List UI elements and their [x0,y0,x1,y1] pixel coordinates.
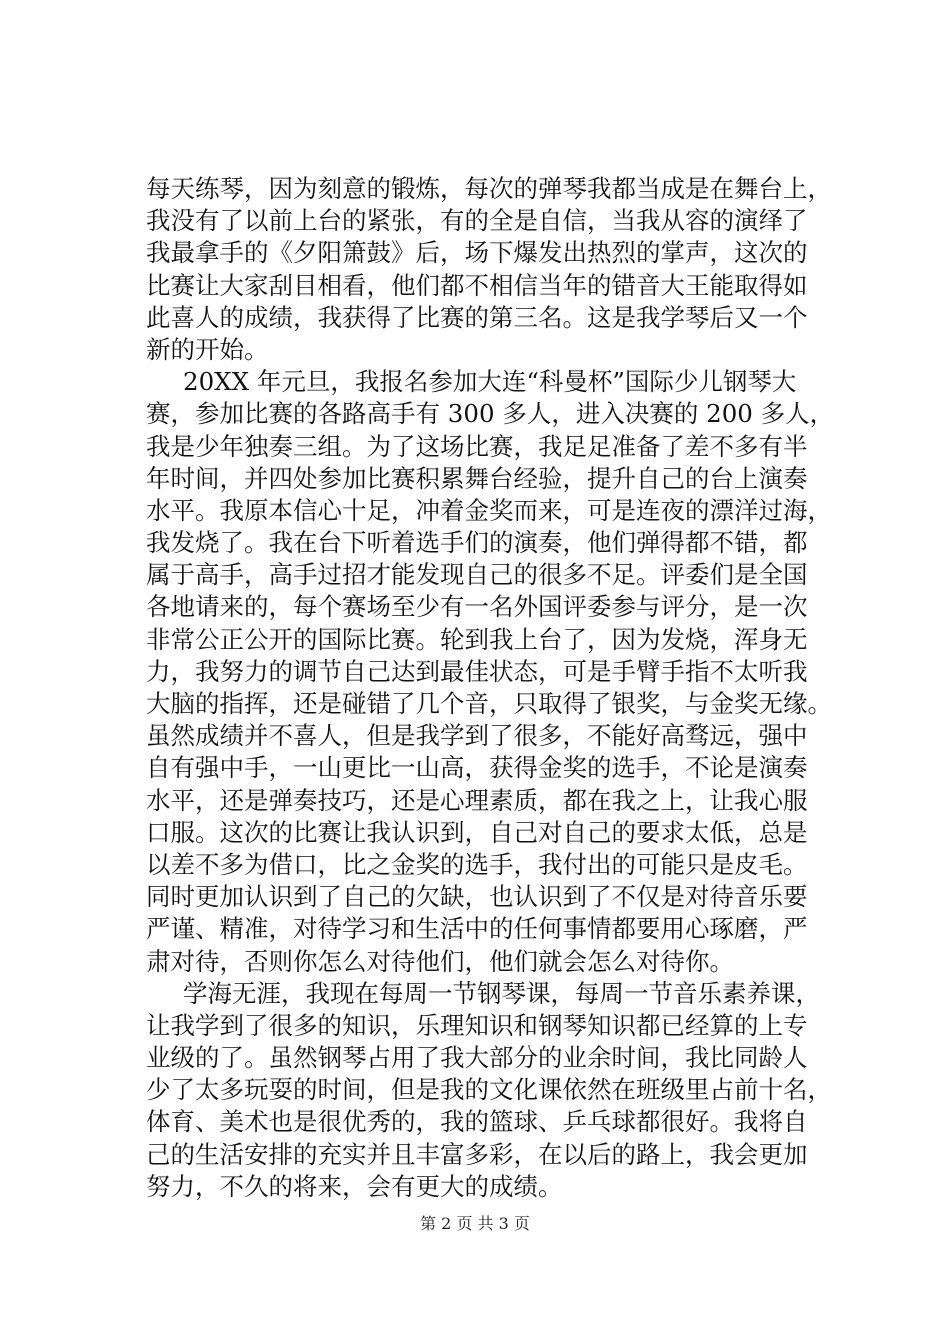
text-line: 以差不多为借口，比之金奖的选手，我付出的可能只是皮毛。 [146,849,808,879]
text-line: 各地请来的，每个赛场至少有一名外国评委参与评分，是一次 [146,592,808,622]
text-line: 己的生活安排的充实并且丰富多彩，在以后的路上，我会更加 [146,1139,808,1169]
text-line: 业级的了。虽然钢琴占用了我大部分的业余时间，我比同龄人 [146,1043,808,1073]
text-line: 新的开始。 [146,334,269,364]
text-line: 非常公正公开的国际比赛。轮到我上台了，因为发烧，浑身无 [146,624,808,654]
text-line: 严谨、精准，对待学习和生活中的任何事情都要用心琢磨，严 [146,914,808,944]
text-line: 水平。我原本信心十足，冲着金奖而来，可是连夜的漂洋过海， [146,495,832,525]
text-line: 我没有了以前上台的紧张，有的全是自信，当我从容的演绎了 [146,206,808,236]
text-line: 自有强中手，一山更比一山高，获得金奖的选手，不论是演奏 [146,753,808,783]
text-line: 此喜人的成绩，我获得了比赛的第三名。这是我学琴后又一个 [146,302,808,332]
paragraph-first-line: 20XX 年元旦，我报名参加大连“科曼杯”国际少儿钢琴大 [183,367,797,397]
paragraph-first-line: 学海无涯，我现在每周一节钢琴课，每周一节音乐素养课， [183,978,820,1008]
text-line: 同时更加认识到了自己的欠缺，也认识到了不仅是对待音乐要 [146,882,808,912]
text-line: 比赛让大家刮目相看，他们都不相信当年的错音大王能取得如 [146,270,808,300]
text-line: 属于高手，高手过招才能发现自己的很多不足。评委们是全国 [146,560,808,590]
text-line: 让我学到了很多的知识，乐理知识和钢琴知识都已经算的上专 [146,1010,808,1040]
text-line: 努力，不久的将来，会有更大的成绩。 [146,1171,563,1201]
page-number: 第 2 页 共 3 页 [420,1214,530,1233]
text-line: 我是少年独奏三组。为了这场比赛，我足足准备了差不多有半 [146,431,808,461]
text-line: 虽然成绩并不喜人，但是我学到了很多，不能好高骛远，强中 [146,721,808,751]
text-line: 大脑的指挥，还是碰错了几个音，只取得了银奖，与金奖无缘。 [146,689,832,718]
text-line: 我最拿手的《夕阳箫鼓》后，场下爆发出热烈的掌声，这次的 [146,238,808,268]
text-line: 口服。这次的比赛让我认识到，自己对自己的要求太低，总是 [146,817,808,847]
text-line: 肃对待，否则你怎么对待他们，他们就会怎么对待你。 [146,946,734,976]
text-line: 水平，还是弹奏技巧，还是心理素质，都在我之上，让我心服 [146,785,808,815]
text-line: 体育、美术也是很优秀的，我的篮球、乒乓球都很好。我将自 [146,1107,808,1137]
text-line: 赛，参加比赛的各路高手有 300 多人，进入决赛的 200 多人， [146,399,835,429]
text-line: 我发烧了。我在台下听着选手们的演奏，他们弹得都不错，都 [146,528,808,558]
text-line: 每天练琴，因为刻意的锻炼，每次的弹琴我都当成是在舞台上， [146,174,832,203]
text-line: 少了太多玩耍的时间，但是我的文化课依然在班级里占前十名， [146,1075,832,1105]
body-text [146,173,835,1203]
text-line: 力，我努力的调节自己达到最佳状态，可是手臂手指不太听我 [146,656,808,686]
text-line: 年时间，并四处参加比赛积累舞台经验，提升自己的台上演奏 [146,463,808,493]
page-footer [0,1213,950,1235]
